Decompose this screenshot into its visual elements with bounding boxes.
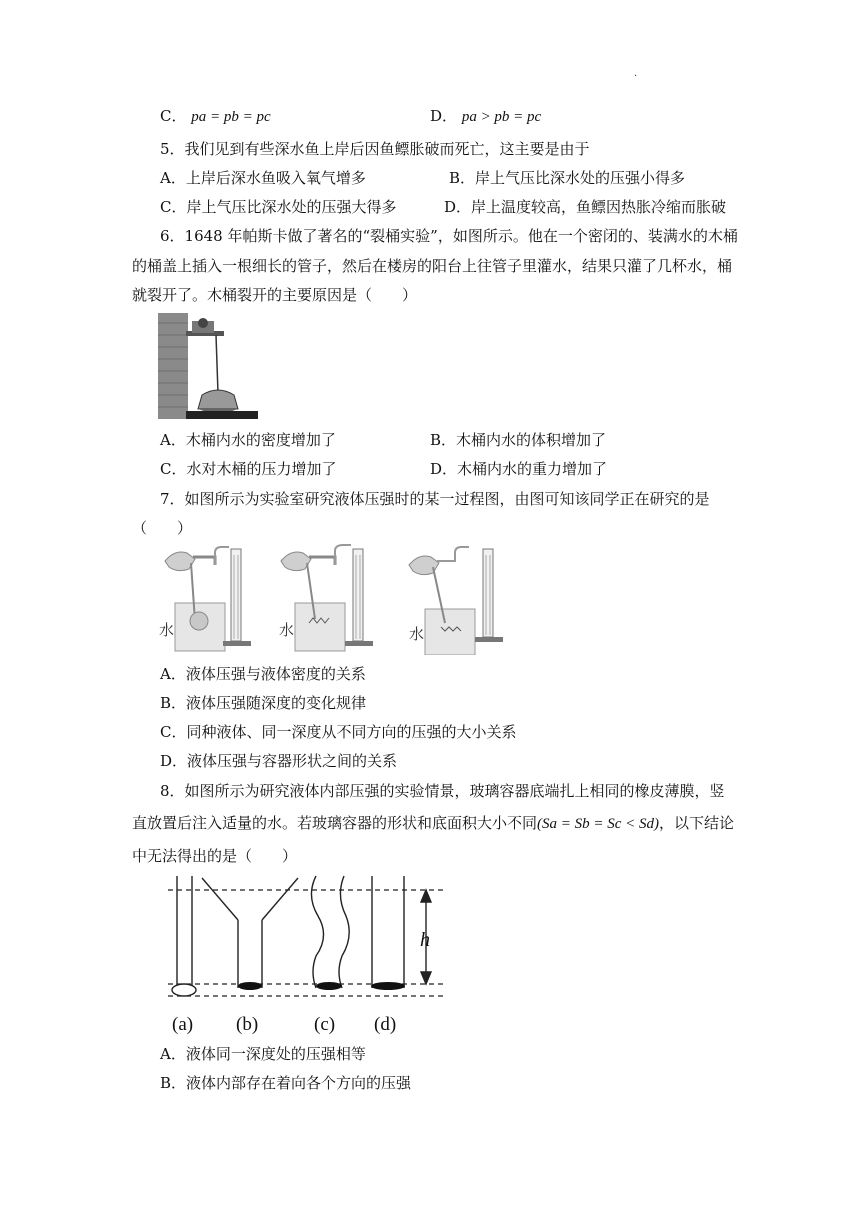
container-label-c: (c) (314, 1014, 336, 1035)
barrel-experiment-figure (158, 313, 258, 421)
q4-option-c-math: pa = pb = pc (191, 109, 271, 125)
apparatus-3 (409, 547, 503, 655)
header-dot: . (634, 68, 638, 79)
q5-option-b: B．岸上气压比深水处的压强小得多 (449, 169, 686, 187)
q8-option-b: B．液体内部存在着向各个方向的压强 (160, 1074, 412, 1092)
q4-option-d-label: D． (430, 107, 458, 125)
q5-stem: 5．我们见到有些深水鱼上岸后因鱼鳔胀破而死亡，这主要是由于 (160, 140, 590, 158)
q7-option-a: A．液体压强与液体密度的关系 (160, 665, 366, 683)
container-label-d: (d) (374, 1014, 397, 1035)
q7-stem-line1: 7．如图所示为实验室研究液体压强时的某一过程图，由图可知该同学正在研究的是 (160, 490, 710, 508)
q6-stem-line2: 的桶盖上插入一根细长的管子，然后在楼房的阳台上往管子里灌水，结果只灌了几杯水，桶 (132, 257, 733, 275)
q8-stem-line3: 中无法得出的是（ ） (132, 847, 298, 865)
q6-option-a: A．木桶内水的密度增加了 (160, 431, 336, 449)
height-label: h (420, 929, 430, 951)
q4-option-d (430, 106, 541, 127)
q8-stem-line2-post: ，以下结论 (659, 814, 735, 832)
q6-option-c: C．水对木桶的压力增加了 (160, 460, 337, 478)
apparatus-1 (159, 547, 251, 651)
q4-option-d-math: pa > pb = pc (461, 109, 542, 125)
q7-option-b: B．液体压强随深度的变化规律 (160, 694, 367, 712)
rubber-membrane-figure (160, 872, 450, 1038)
q5-option-c: C．岸上气压比深水处的压强大得多 (160, 198, 397, 216)
q7-stem-line2: （ ） (132, 519, 193, 537)
q6-stem-line3: 就裂开了。木桶裂开的主要原因是（ ） (132, 286, 418, 304)
q7-option-d: D．液体压强与容器形状之间的关系 (160, 752, 398, 770)
q5-option-d: D．岸上温度较高，鱼鳔因热胀冷缩而胀破 (444, 198, 727, 216)
container-label-a: (a) (172, 1014, 194, 1035)
q4-option-c (160, 106, 271, 127)
apparatus-2 (279, 545, 373, 651)
q8-option-a: A．液体同一深度处的压强相等 (160, 1045, 366, 1063)
q8-stem-line1: 8．如图所示为研究液体内部压强的实验情景，玻璃容器底端扎上相同的橡皮薄膜，竖 (160, 782, 725, 800)
container-label-b: (b) (236, 1014, 259, 1035)
q5-option-a: A．上岸后深水鱼吸入氧气增多 (160, 169, 366, 187)
q8-area-relation: (Sa = Sb = Sc < Sd) (537, 816, 660, 832)
pressure-gauge-figure (155, 543, 515, 655)
q6-stem-line1: 6．1648 年帕斯卡做了著名的“裂桶实验”，如图所示。他在一个密闭的、装满水的木桶 (160, 227, 738, 245)
q6-option-b: B．木桶内水的体积增加了 (430, 431, 607, 449)
q8-stem-line2-pre: 直放置后注入适量的水。若玻璃容器的形状和底面积大小不同 (132, 814, 538, 832)
q4-option-c-label: C． (160, 107, 187, 125)
q8-stem-line2 (132, 813, 734, 834)
q6-option-d: D．木桶内水的重力增加了 (430, 460, 608, 478)
water-label-2: 水 (279, 623, 295, 639)
q7-option-c: C．同种液体、同一深度从不同方向的压强的大小关系 (160, 723, 517, 741)
water-label-3: 水 (409, 627, 425, 643)
water-label-1: 水 (159, 623, 175, 639)
